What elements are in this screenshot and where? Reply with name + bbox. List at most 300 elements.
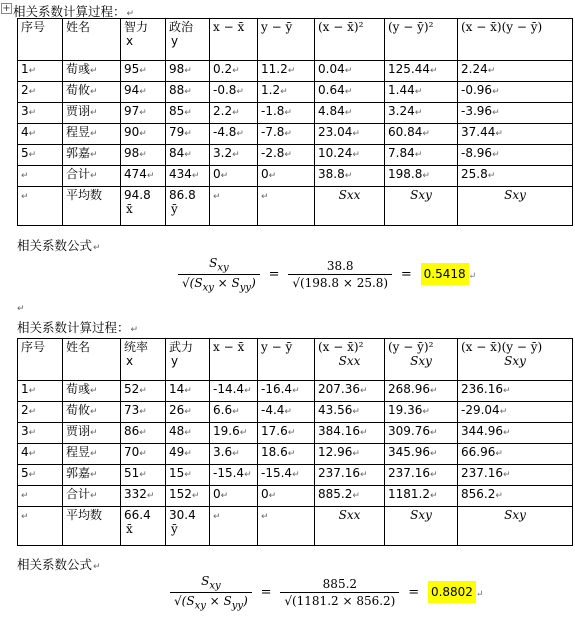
return-arrow-icon: ↵ (360, 470, 368, 480)
cell-value: -15.4 (213, 466, 245, 480)
return-arrow-icon: ↵ (360, 428, 368, 438)
table-cell (166, 402, 210, 423)
cell-value: -4.4 (261, 403, 285, 417)
return-arrow-icon: ↵ (28, 150, 37, 160)
cell-value: 4 (21, 125, 29, 139)
header-label: 序号 (21, 340, 46, 354)
return-arrow-icon: ↵ (184, 449, 192, 459)
header-cell (63, 339, 121, 381)
cell-value: 14 (169, 382, 185, 396)
table-cell (18, 61, 63, 82)
return-arrow-icon: ↵ (93, 562, 101, 572)
return-arrow-icon: ↵ (21, 491, 29, 501)
return-arrow-icon: ↵ (284, 108, 292, 118)
table-row (18, 61, 573, 82)
table-cell (166, 486, 210, 507)
header-label: (x − x̄)² (318, 20, 364, 34)
return-arrow-icon: ↵ (352, 150, 360, 160)
table-cell (315, 61, 385, 82)
header-sublabel: y (171, 354, 179, 368)
table-cell (315, 124, 385, 145)
correlation-result: 0.5418 (421, 263, 469, 285)
cell-value: -4.8 (213, 125, 237, 139)
return-arrow-icon: ↵ (28, 407, 37, 417)
table-cell (63, 61, 121, 82)
section2-formula (170, 574, 483, 612)
header-row (18, 339, 573, 381)
table-cell (210, 166, 258, 187)
table-cell (63, 465, 121, 486)
table-cell (63, 423, 121, 444)
cell-value: 2.24 (461, 62, 488, 76)
return-arrow-icon: ↵ (139, 87, 147, 97)
table-cell (121, 507, 166, 546)
table-cell (63, 124, 121, 145)
table-cell (210, 381, 258, 402)
table-cell (385, 423, 458, 444)
cell-value: 332 (124, 487, 147, 501)
cell-value: 2.2 (213, 104, 233, 118)
header-cell (315, 19, 385, 61)
cell-value: 1181.2 (388, 487, 430, 501)
return-arrow-icon: ↵ (268, 171, 277, 181)
equals-sign: = (408, 585, 420, 601)
return-arrow-icon: ↵ (213, 512, 221, 522)
return-arrow-icon: ↵ (90, 491, 98, 501)
return-arrow-icon: ↵ (139, 129, 147, 139)
return-arrow-icon: ↵ (284, 150, 292, 160)
cell-value: 15 (169, 466, 185, 480)
cell-value: 0 (261, 167, 269, 181)
header-label: (y − ȳ)² (388, 340, 434, 354)
return-arrow-icon: ↵ (344, 171, 353, 181)
header-cell (315, 339, 385, 381)
table-cell (315, 486, 385, 507)
cell-value: 86.8 (169, 188, 196, 202)
cell-value: Sxx (338, 188, 361, 202)
table-cell (385, 486, 458, 507)
header-label: y − ȳ (261, 340, 293, 354)
cell-value: 43.56 (318, 403, 353, 417)
header-cell (458, 19, 573, 61)
table-cell (166, 103, 210, 124)
return-arrow-icon: ↵ (139, 470, 147, 480)
table-cell (210, 423, 258, 444)
cell-value: -2.8 (261, 146, 285, 160)
cell-value: 86 (124, 424, 140, 438)
table-cell (63, 82, 121, 103)
return-arrow-icon: ↵ (430, 470, 438, 480)
table-row (18, 82, 573, 103)
cell-value: -7.8 (261, 125, 285, 139)
cell-value: -14.4 (213, 382, 245, 396)
cell-value: 95 (124, 62, 140, 76)
return-arrow-icon: ↵ (184, 470, 192, 480)
table-cell (315, 103, 385, 124)
table-row (18, 166, 573, 187)
header-cell (385, 339, 458, 381)
cell-value: 0.64 (318, 83, 345, 97)
cell-value: 26 (169, 403, 185, 417)
average-row (18, 187, 573, 226)
return-arrow-icon: ↵ (268, 491, 277, 501)
return-arrow-icon: ↵ (492, 108, 500, 118)
table-cell (385, 61, 458, 82)
cell-value: -8.96 (461, 146, 493, 160)
table-cell (258, 166, 315, 187)
table-cell (166, 145, 210, 166)
cell-value: 84 (169, 146, 185, 160)
table-cell (385, 444, 458, 465)
table-cell (210, 103, 258, 124)
return-arrow-icon: ↵ (184, 428, 192, 438)
return-arrow-icon: ↵ (499, 407, 508, 417)
cell-value: 1.2 (261, 83, 281, 97)
table-cell (121, 187, 166, 226)
formula-rhs-fraction: $\frac{885.2}{√(1181.2 \times 856.2)}$ (280, 577, 399, 608)
table-cell (18, 507, 63, 546)
header-cell (166, 339, 210, 381)
return-arrow-icon: ↵ (430, 66, 438, 76)
return-arrow-icon: ↵ (503, 428, 511, 438)
cell-value: 荀攸 (66, 83, 91, 97)
cell-value: 3 (21, 104, 29, 118)
return-arrow-icon: ↵ (191, 171, 200, 181)
return-arrow-icon: ↵ (184, 386, 192, 396)
table-cell (315, 465, 385, 486)
table-cell (258, 187, 315, 226)
cell-value: ȳ (171, 202, 178, 216)
return-arrow-icon: ↵ (139, 407, 147, 417)
table-cell (258, 124, 315, 145)
cell-value: 0.2 (213, 62, 233, 76)
table-cell (166, 61, 210, 82)
cell-value: 73 (124, 403, 140, 417)
table-cell (385, 103, 458, 124)
return-arrow-icon: ↵ (430, 491, 438, 501)
cell-value: 98 (124, 146, 140, 160)
header-label: (x − x̄)(y − ȳ) (461, 20, 543, 34)
return-arrow-icon: ↵ (232, 66, 240, 76)
table-move-handle-icon[interactable]: + (2, 3, 11, 14)
cell-value: 474 (124, 167, 147, 181)
cell-value: 207.36 (318, 382, 360, 396)
table-cell (385, 465, 458, 486)
cell-value: 3.6 (213, 445, 233, 459)
cell-value: 94 (124, 83, 140, 97)
return-arrow-icon: ↵ (280, 87, 288, 97)
cell-value: 152 (169, 487, 192, 501)
return-arrow-icon: ↵ (90, 66, 98, 76)
table-cell (210, 82, 258, 103)
cell-value: 237.16 (388, 466, 430, 480)
table-cell (315, 423, 385, 444)
cell-value: 荀彧 (66, 62, 91, 76)
cell-value: 3.2 (213, 146, 233, 160)
cell-value: 268.96 (388, 382, 430, 396)
table-cell (458, 103, 573, 124)
header-label: x − x̄ (213, 340, 245, 354)
cell-value: 7.84 (388, 146, 415, 160)
cell-value: 66.4 (124, 508, 151, 522)
header-cell (121, 19, 166, 61)
header-cell (385, 19, 458, 61)
header-sublabel: x (126, 34, 134, 48)
table-cell (258, 465, 315, 486)
cell-value: 1.44 (388, 83, 415, 97)
cell-value: 合计 (66, 487, 91, 501)
cell-value: 2 (21, 403, 29, 417)
cell-value: 94.8 (124, 188, 151, 202)
return-arrow-icon: ↵ (422, 129, 430, 139)
cell-value: 48 (169, 424, 185, 438)
return-arrow-icon: ↵ (344, 66, 353, 76)
table-cell (18, 166, 63, 187)
table-cell (210, 507, 258, 546)
return-arrow-icon: ↵ (28, 87, 37, 97)
return-arrow-icon: ↵ (487, 171, 496, 181)
table-cell (166, 124, 210, 145)
table-cell (63, 187, 121, 226)
table-cell (258, 507, 315, 546)
table-cell (458, 61, 573, 82)
return-arrow-icon: ↵ (487, 66, 496, 76)
table-cell (385, 145, 458, 166)
return-arrow-icon: ↵ (287, 449, 296, 459)
cell-value: 17.6 (261, 424, 288, 438)
header-label: (x − x̄)(y − ȳ) (461, 340, 543, 354)
table-cell (210, 402, 258, 423)
table-cell (121, 145, 166, 166)
cell-value: 0.04 (318, 62, 345, 76)
table-cell (63, 402, 121, 423)
table-row (18, 486, 573, 507)
table-cell (210, 61, 258, 82)
table-cell (258, 145, 315, 166)
table-cell (385, 381, 458, 402)
return-arrow-icon: ↵ (28, 66, 37, 76)
return-arrow-icon: ↵ (90, 407, 98, 417)
header-sublabel: Sxy (504, 354, 526, 368)
cell-value: 11.2 (261, 62, 288, 76)
table-row (18, 423, 573, 444)
cell-value: 荀攸 (66, 403, 91, 417)
return-arrow-icon: ↵ (236, 87, 244, 97)
cell-value: 平均数 (66, 508, 103, 522)
return-arrow-icon: ↵ (90, 108, 98, 118)
table-cell (458, 381, 573, 402)
formula-lhs-fraction: $\frac{S_{xy}}{√(S_{xy} \times S_{yy})}$ (170, 574, 252, 612)
return-arrow-icon: ↵ (184, 407, 192, 417)
return-arrow-icon: ↵ (244, 470, 252, 480)
return-arrow-icon: ↵ (184, 87, 192, 97)
calc-table-1 (17, 18, 573, 226)
cell-value: 52 (124, 382, 140, 396)
return-arrow-icon: ↵ (475, 589, 484, 600)
cell-value: 4 (21, 445, 29, 459)
table-cell (166, 507, 210, 546)
cell-value: 合计 (66, 167, 91, 181)
header-label: (y − ȳ)² (388, 20, 434, 34)
return-arrow-icon: ↵ (495, 449, 503, 459)
return-arrow-icon: ↵ (139, 108, 147, 118)
table-cell (18, 423, 63, 444)
cell-value: 6.6 (213, 403, 233, 417)
header-cell (258, 19, 315, 61)
table-cell (210, 444, 258, 465)
cell-value: 18.6 (261, 445, 288, 459)
section1-formula-label: 相关系数公式↵ (17, 238, 101, 253)
header-label: 姓名 (66, 340, 91, 354)
table-cell (210, 145, 258, 166)
cell-value: 97 (124, 104, 140, 118)
return-arrow-icon: ↵ (344, 87, 353, 97)
table-cell (210, 124, 258, 145)
table-cell (166, 166, 210, 187)
cell-value: 237.16 (318, 466, 360, 480)
return-arrow-icon: ↵ (352, 449, 360, 459)
cell-value: -0.96 (461, 83, 493, 97)
cell-value: 3 (21, 424, 29, 438)
return-arrow-icon: ↵ (261, 512, 269, 522)
equals-sign: = (268, 267, 280, 283)
table-cell (18, 187, 63, 226)
return-arrow-icon: ↵ (139, 386, 147, 396)
cell-value: Sxy (504, 188, 526, 202)
table-cell (210, 187, 258, 226)
table-cell (18, 486, 63, 507)
cell-value: -3.96 (461, 104, 493, 118)
cell-value: 0 (213, 487, 221, 501)
cell-value: 885.2 (318, 487, 353, 501)
table-cell (458, 187, 573, 226)
table-row (18, 103, 573, 124)
return-arrow-icon: ↵ (28, 449, 37, 459)
return-arrow-icon: ↵ (90, 449, 98, 459)
formula-lhs-fraction: $\frac{S_{xy}}{√(S_{xy} \times S_{yy})}$ (178, 256, 260, 294)
table-cell (315, 145, 385, 166)
cell-value: 98 (169, 62, 185, 76)
table-cell (385, 166, 458, 187)
average-row (18, 507, 573, 546)
cell-value: 荀彧 (66, 382, 91, 396)
cell-value: 23.04 (318, 125, 353, 139)
table-cell (385, 82, 458, 103)
return-arrow-icon: ↵ (352, 491, 360, 501)
return-arrow-icon: ↵ (292, 470, 300, 480)
return-arrow-icon: ↵ (130, 325, 139, 335)
cell-value: 程昱 (66, 125, 91, 139)
return-arrow-icon: ↵ (239, 428, 248, 438)
return-arrow-icon: ↵ (414, 108, 423, 118)
return-arrow-icon: ↵ (430, 428, 438, 438)
table-cell (18, 381, 63, 402)
return-arrow-icon: ↵ (90, 428, 98, 438)
cell-value: Sxy (410, 188, 432, 202)
cell-value: 79 (169, 125, 185, 139)
table-cell (166, 82, 210, 103)
cell-value: 贾诩 (66, 424, 91, 438)
cell-value: 5 (21, 466, 29, 480)
table-cell (166, 444, 210, 465)
return-arrow-icon: ↵ (232, 449, 240, 459)
return-arrow-icon: ↵ (220, 171, 229, 181)
table-cell (210, 465, 258, 486)
cell-value: 贾诩 (66, 104, 91, 118)
table-cell (315, 507, 385, 546)
return-arrow-icon: ↵ (495, 129, 503, 139)
header-cell (458, 339, 573, 381)
section1-formula (178, 256, 476, 294)
header-label: (x − x̄)² (318, 340, 364, 354)
table-cell (121, 444, 166, 465)
table-cell (121, 381, 166, 402)
header-label: 政治 (169, 20, 194, 34)
return-arrow-icon: ↵ (90, 150, 98, 160)
header-cell (18, 339, 63, 381)
cell-value: 856.2 (461, 487, 496, 501)
table-cell (385, 402, 458, 423)
cell-value: 309.76 (388, 424, 430, 438)
cell-value: 70 (124, 445, 140, 459)
return-arrow-icon: ↵ (232, 108, 240, 118)
return-arrow-icon: ↵ (284, 407, 292, 417)
return-arrow-icon: ↵ (430, 386, 438, 396)
return-arrow-icon: ↵ (139, 66, 147, 76)
return-arrow-icon: ↵ (495, 491, 503, 501)
return-arrow-icon: ↵ (360, 386, 368, 396)
return-arrow-icon: ↵ (287, 66, 296, 76)
table-cell (63, 145, 121, 166)
table-cell (121, 82, 166, 103)
return-arrow-icon: ↵ (492, 87, 500, 97)
table-cell (18, 402, 63, 423)
return-arrow-icon: ↵ (284, 129, 292, 139)
table-cell (63, 103, 121, 124)
section2-formula-label: 相关系数公式↵ (17, 557, 101, 572)
table-row (18, 124, 573, 145)
return-arrow-icon: ↵ (232, 407, 240, 417)
table-cell (385, 187, 458, 226)
return-arrow-icon: ↵ (90, 129, 98, 139)
cell-value: 237.16 (461, 466, 503, 480)
cell-value: -16.4 (261, 382, 293, 396)
return-arrow-icon: ↵ (287, 428, 296, 438)
header-cell (18, 19, 63, 61)
return-arrow-icon: ↵ (28, 108, 37, 118)
return-arrow-icon: ↵ (184, 129, 192, 139)
header-label: x − x̄ (213, 20, 245, 34)
header-cell (121, 339, 166, 381)
correlation-result: 0.8802 (428, 581, 476, 603)
table-cell (121, 402, 166, 423)
table-cell (458, 486, 573, 507)
table-cell (63, 486, 121, 507)
return-arrow-icon: ↵ (21, 192, 29, 202)
cell-value: 434 (169, 167, 192, 181)
table-cell (18, 82, 63, 103)
cell-value: 19.6 (213, 424, 240, 438)
header-sublabel: Sxx (338, 354, 361, 368)
return-arrow-icon: ↵ (139, 449, 147, 459)
table-cell (258, 103, 315, 124)
table-cell (63, 381, 121, 402)
cell-value: -0.8 (213, 83, 237, 97)
header-sublabel: x (126, 354, 134, 368)
return-arrow-icon: ↵ (28, 470, 37, 480)
table-cell (258, 402, 315, 423)
header-cell (63, 19, 121, 61)
